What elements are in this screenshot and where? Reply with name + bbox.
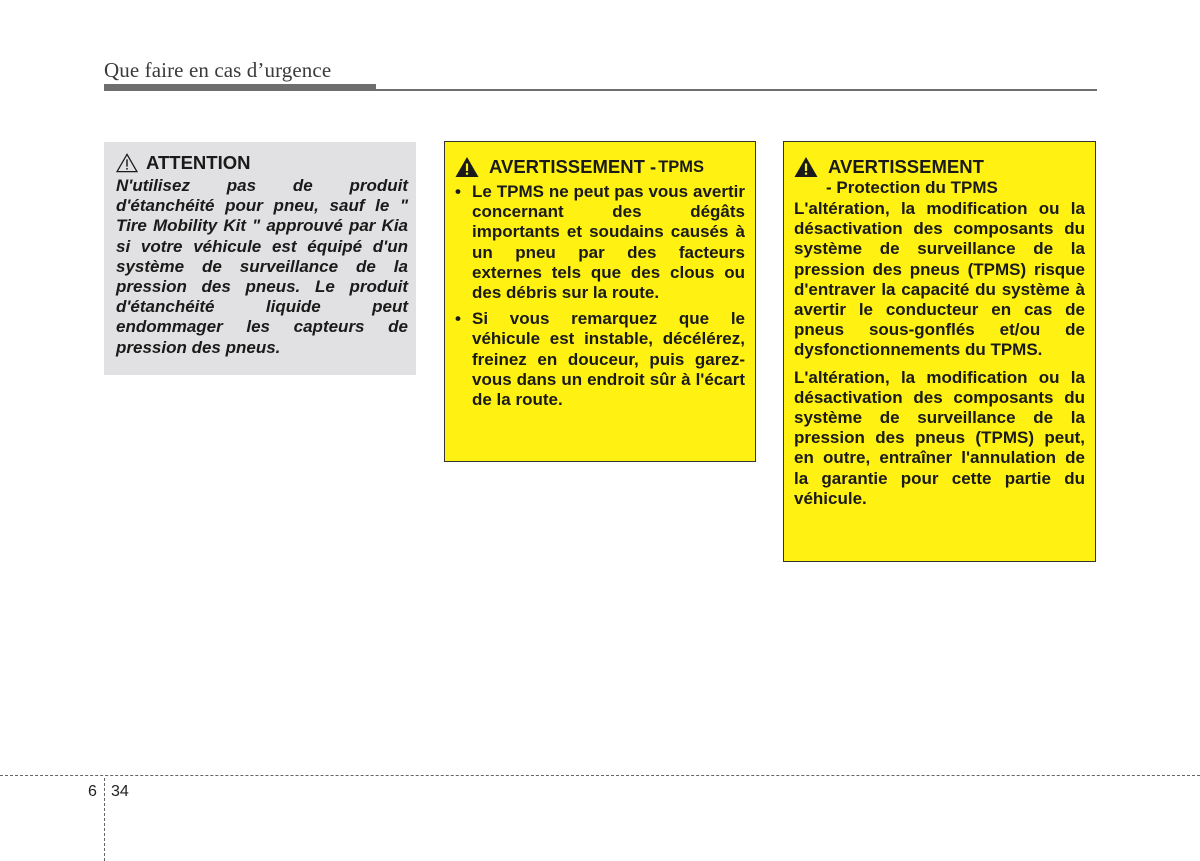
warning-protection-box <box>783 141 1096 562</box>
warning-triangle-icon <box>455 156 479 178</box>
attention-text: N'utilisez pas de produit d'étanchéité pour pneu, sauf le " Tire Mobility Kit " approuvé par Kia si votre véhicule est équipé d'un système de surveillance de la pression des pneus. Le produit d'étanchéité liquide peut endommager les capteurs de pression des pneus. <box>116 176 408 357</box>
warning-tpms-box <box>444 141 756 462</box>
warning-protection-title: AVERTISSEMENT <box>828 156 984 177</box>
warning-protection-header <box>794 156 1085 178</box>
attention-header <box>116 152 408 174</box>
footer-rule <box>0 775 1200 776</box>
warning-triangle-icon <box>794 156 818 178</box>
page-number: 34 <box>111 783 129 800</box>
attention-title: ATTENTION <box>146 152 251 173</box>
footer-divider <box>104 778 105 861</box>
warning-protection-subtitle: - Protection du TPMS <box>826 178 998 197</box>
chapter-number: 6 <box>88 783 97 800</box>
attention-box <box>104 142 416 375</box>
list-item: • Si vous remarquez que le véhicule est instable, décélérez, freinez en douceur, puis garez-vous dans un endroit sûr à l'écart de la route. <box>455 309 745 410</box>
warning-tpms-title: AVERTISSEMENT - <box>489 156 657 177</box>
list-item: • Le TPMS ne peut pas vous avertir concernant des dégâts importants et soudains causés à un pneu par des facteurs externes tels que des clous ou des débris sur la route. <box>455 182 745 303</box>
warning-protection-paragraph: L'altération, la modification ou la désactivation des composants du système de surveillance de la pression des pneus (TPMS) risque d'entraver la capacité du système à avertir le conducteur en cas de pneus sous-gonflés et/ou de dysfonctionnements du TPMS. <box>794 199 1085 360</box>
header-rule <box>104 89 1097 91</box>
warning-protection-paragraph: L'altération, la modification ou la désactivation des composants du système de surveillance de la pression des pneus (TPMS) peut, en outre, entraîner l'annulation de la garantie pour cette partie du véhicule. <box>794 367 1085 508</box>
caution-triangle-icon <box>116 153 138 173</box>
warning-tpms-list <box>455 182 745 410</box>
warning-tpms-header <box>455 156 745 178</box>
warning-tpms-title-suffix: TPMS <box>658 158 705 176</box>
page-header-title: Que faire en cas d’urgence <box>104 58 332 82</box>
